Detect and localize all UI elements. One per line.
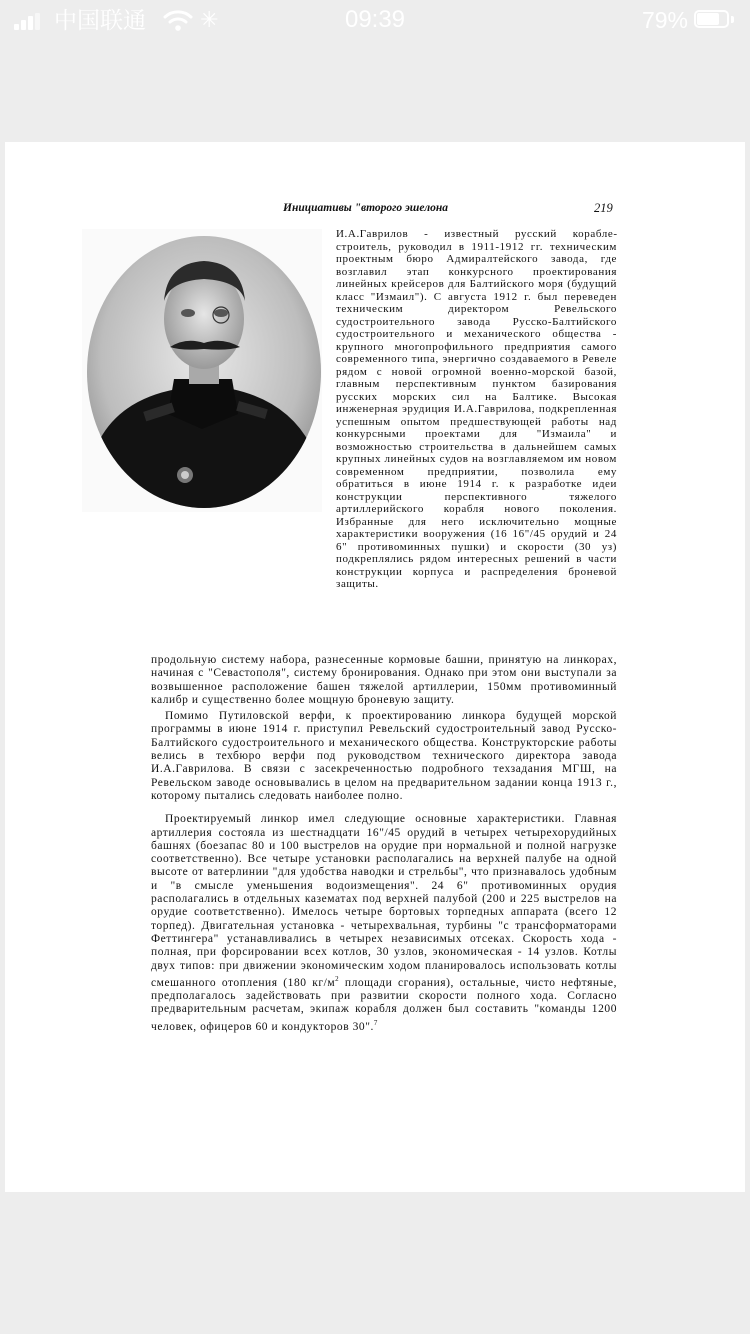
battery-percentage: 79% [641,7,688,33]
carrier-name: 中国联通 [54,7,146,33]
paragraph-3-part-a: Проектируемый линкор имел следующие основные характеристики. Главная артиллерия состояла из шестнадцати 16"/45 орудий в четырех четырехорудийных башнях (боезапас 80 и 100 выстрелов на орудие при нормальной и полной нагрузке соответственно). Все четыре установки располагались на верхней палубе на одной высоте от ватерлинии "для удобства наводки и стрельбы", что признавалось удобным и "в смысле уменьшения водоизмещения". 24 6" противоминных орудия располагались в отдельных казематах под верхней палубой (200 и 225 выстрелов на орудие соответственно). Имелось четыре бортовых торпедных аппарата (всего 12 торпед). Двигательная установка - четырехвальная, турбины "с трансформаторами Феттингера" устанавливались в четырех независимых отсеках. Скорость хода - полная, при форсировании всех котлов, 30 узлов, экономическая - 14 узлов. Котлы двух типов: при движении экономическим ходом планировалось использовать котлы смешанного отопления (180 кг/м [151,813,617,989]
superscript-2: 2 [335,974,340,983]
paragraph-2: Помимо Путиловской верфи, к проектированию линкора будущей морской программы в июне 1914 г. приступил Ревельский судостроительный завод Русско-Балтийского судостроительного и механического общества. Конструкторские работы велись в техбюро верфи под руководством технического директора завода И.А.Гаврилова. В связи с засекреченностью подробного техзадания МГШ, на Ревельском заводе основывались в целом на предварительном задании конца 1913 г., которому пытались следовать наиболее полно. [151,710,617,802]
paragraph-3-part-b: площади сгорания), остальные, чисто нефтяные, предполагалось задействовать при развитии скорости полного хода. Согласно предварительным расчетам, экипаж корабля должен был составить "команды 1200 человек, офицеров 60 и кондукторов 30". [151,976,617,1033]
paragraph-1: продольную систему набора, разнесенные кормовые башни, принятую на линкорах, начиная с "Севастополя", систему бронирования. Однако при этом они выступали за возвышенное расположение башен тяжелой артиллерии, 150мм противоминный калибр и существенно более мощную броневую защиту. [151,654,617,706]
status-bar [0,0,750,40]
activity-spinner-icon: ✳ [200,7,219,32]
portrait-photo [82,229,322,512]
document-page [5,142,745,1192]
footnote-reference: 7 [373,1018,378,1027]
battery-icon [694,10,736,30]
running-header: Инициативы "второго эшелона [283,202,448,214]
main-text [151,654,617,1034]
clock: 09:39 [344,6,406,33]
biography-text: И.А.Гаврилов - известный русский кораблестроитель, руководил в 1911-1912 гг. техническим проектным бюро Адмиралтейского завода, где возглавил этап конкурсного проектирования линейных крейсеров для Балтийского моря (будущий класс "Измаил"). С августа 1912 г. был переведен техническим директором Ревельского судостроительного завода Русско-Балтийского судостроительного и механического общества - крупного многопрофильного предприятия самого современного типа, энергично создаваемого в Ревеле рядом с новой огромной военно-морской базой, главным перспективным пунктом базирования русских морских сил на Балтике. Высокая инженерная эрудиция И.А.Гаврилова, подкрепленная успешным опытом предшествующей работы над конкурсными проектами для "Измаила" и возможностью строительства в дальнейшем самых крупных линейных судов на возглавляемом им новом современном предприятии, позволила ему обратиться в июне 1914 г. к разработке идеи конструкции перспективного тяжелого артиллерийского корабля нового поколения. Избранные для него исключительно мощные характеристики вооружения (16 16"/45 орудий и 24 6" противоминных пушки) и скорости (30 уз) подкреплялись рядом интересных решений в части конструкции корпуса и распределения броневой защиты. [336,228,617,590]
page-number: 219 [594,201,613,215]
paragraph-3 [151,813,617,1033]
